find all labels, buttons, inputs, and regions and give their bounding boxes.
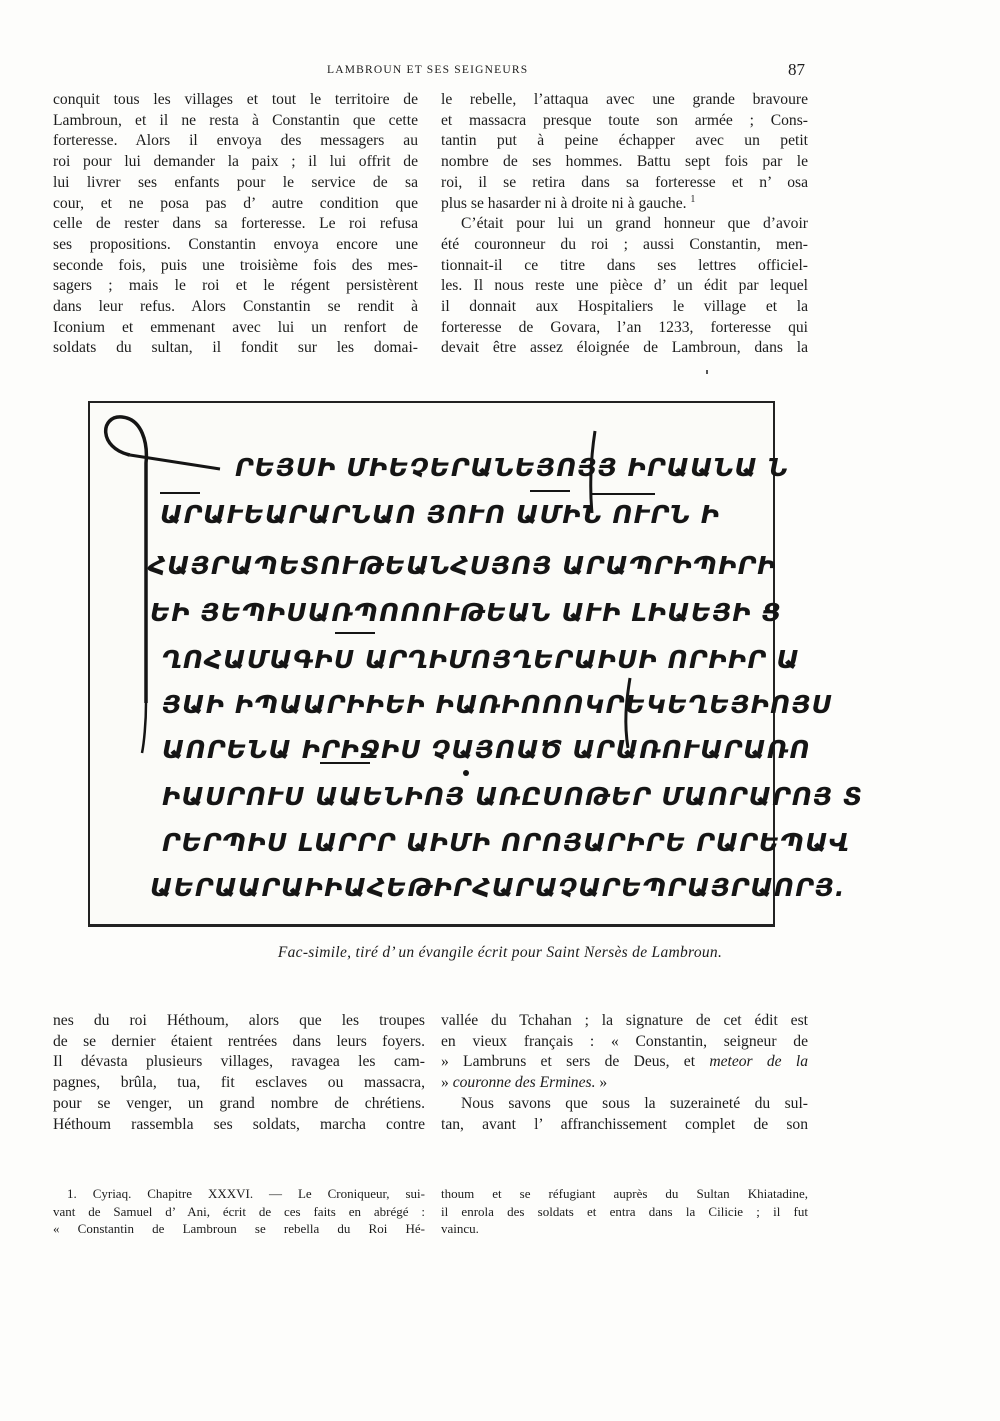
italic-quote: meteor de la <box>709 1053 808 1071</box>
text-line: et massacra presque toute son armée ; Cons- <box>441 111 808 129</box>
text-line: il donnait aux Hospitaliers le village et la <box>441 298 808 316</box>
text-line: tan, avant l’ affranchissement complet de son <box>441 1115 808 1133</box>
text-line: vallée du Tchahan ; la signature de cet édit est <box>441 1012 808 1029</box>
text-line: Il dévasta plusieurs villages, ravagea les cam- <box>53 1053 425 1071</box>
footnote-line: 1. Cyriaq. Chapitre XXXVI. — Le Croniqueur, sui- <box>67 1186 425 1201</box>
bottom-right-column <box>441 1011 808 1135</box>
footnote-reference: 1 <box>690 193 696 205</box>
text-line: Lambroun, et il ne resta à Constantin que cette <box>53 111 418 129</box>
text-line: en vieux français : « Constantin, seigneur de <box>441 1032 808 1050</box>
page-number: 87 <box>788 60 805 79</box>
facsimile-line: ԱԵՐԱԱՐԱԻԻԱՀԵԹԻՐՀԱՐԱՉԱՐԵՊՐԱՅՐԱՈՐՅ. <box>150 873 846 902</box>
text-fragment: » Lambruns et sers de Deus, et <box>441 1053 710 1071</box>
text-line: Iconium et emmenant avec lui un renfort de <box>53 318 418 336</box>
text-line: nombre de ses hommes. Battu sept fois par le <box>441 153 808 171</box>
footnote-line: vant de Samuel d’ Ani, écrit de ces faits en abrégé : <box>53 1203 425 1219</box>
figure-caption: Fac-simile, tiré d’ un évangile écrit pour Saint Nersès de Lambroun. <box>277 944 723 961</box>
text-line: C’était pour lui un grand honneur que d’avoir <box>461 215 808 233</box>
running-head <box>0 60 1000 84</box>
text-line: tantin put à peine échapper avec un petit <box>441 132 808 150</box>
facsimile-line: ԵԻ ՅԵՊԻՍԱՌՊՈՈՈՒԹԵԱՆ ԱՒԻ ԼԻԱԵՅԻ Ց <box>150 598 782 627</box>
facsimile-line: ՅԱԻ ԻՊԱԱՐԻԻԵԻ ԻԱՌԻՈՈՈԿՐԵԿԵՂԵՅԻՈՅՍ <box>162 690 833 719</box>
text-line: devait être assez éloignée de Lambroun, dans la <box>441 339 808 357</box>
text-line <box>441 1073 808 1094</box>
top-right-column <box>441 90 808 359</box>
facsimile-line: ԻԱՍՐՈՒՍ ԱԱԵՆԻՈՅ ԱՌԸՍՈԹԵՐ ՄԱՈՐԱՐՈՅ Տ <box>162 782 864 811</box>
text-line: seconde fois, puis une troisième fois des mes- <box>53 256 418 274</box>
text-line: conquit tous les villages et tout le territoire de <box>53 91 418 108</box>
facsimile-line: ՐԵՐՊԻՍ ԼԱՐՐՐ ԱԻՄԻ ՈՐՈՅԱՐԻՐԵ ՐԱՐԵՊԱՎ <box>162 828 850 857</box>
text-line: dans leur refus. Alors Constantin se rendit à <box>53 298 418 316</box>
text-line: Nous savons que sous la suzeraineté du sul- <box>461 1094 808 1112</box>
text-line: ses propositions. Constantin envoya encore une <box>53 235 418 253</box>
footnote-line: « Constantin de Lambroun se rebella du Roi Hé- <box>53 1221 425 1236</box>
top-left-column <box>53 90 418 359</box>
text-line: celle de rester dans sa forteresse. Le roi refusa <box>53 215 418 233</box>
footnote-left <box>53 1185 425 1238</box>
facsimile-line: ԱՐԱՒԵԱՐԱՐՆԱՈ ՅՈՒՈ ԱՄԻՆ ՈՒՐՆ Ի <box>160 500 721 529</box>
text-line: soldats du sultan, il fondit sur les domai- <box>53 339 418 357</box>
text-line: le rebelle, l’attaqua avec une grande bravoure <box>441 91 808 108</box>
text-line: Héthoum rassembla ses soldats, marcha contre <box>53 1115 425 1133</box>
text-fragment: » <box>441 1074 453 1092</box>
footnote-line: vaincu. <box>441 1221 479 1236</box>
text-line: forteresse de Govara, l’an 1233, forteresse qui <box>441 318 808 336</box>
running-title: LAMBROUN ET SES SEIGNEURS <box>327 64 529 76</box>
scan-speck <box>706 370 708 374</box>
facsimile-line: ՂՈՀԱՄԱԳԻՍ ԱՐՂԻՄՈՅՂԵՐԱԻՍԻ ՈՐԻԻՐ Ա <box>162 645 801 674</box>
facsimile-line: ԱՈՐԵՆԱ ԻՐԻՋԻՍ ՉԱՅՈԱԾ ԱՐԱՌՈՒԱՐԱՌՈ <box>162 735 811 764</box>
footnote-right <box>441 1185 808 1238</box>
text-line: roi, il se retira dans sa forteresse et n’ osa <box>441 173 808 191</box>
text-line: pour se venger, un grand nombre de chrétiens. <box>53 1094 425 1112</box>
bottom-left-column <box>53 1011 425 1135</box>
text-line: forteresse. Alors il envoya des messagers au <box>53 132 418 150</box>
text-fragment: » <box>595 1074 608 1092</box>
facsimile-line: ՐԵՅՍԻ ՄԻԵՉԵՐԱՆԵՅՈՅՅ ԻՐԱԱՆԱ Ն <box>235 453 789 482</box>
italic-quote: couronne des Ermines. <box>452 1074 596 1092</box>
text-line: roi pour lui demander la paix ; il lui offrit de <box>53 153 418 171</box>
footnote-line: il enrola des soldats et entra dans la Cilicie ; il fut <box>441 1203 808 1219</box>
text-line <box>441 1052 808 1073</box>
text-line: de se dernier étaient rentrées dans leurs foyers. <box>53 1032 425 1050</box>
text-line: nes du roi Héthoum, alors que les troupes <box>53 1012 425 1029</box>
facsimile-figure <box>88 401 864 927</box>
text-line: sagers ; mais le roi et le régent persistèrent <box>53 277 418 295</box>
text-line: été couronneur du roi ; aussi Constantin, men- <box>441 235 808 253</box>
text-line: tionnait-il ce titre dans ses lettres officiel- <box>441 256 808 274</box>
text-line: les. Il nous reste une pièce d’ un édit par lequel <box>441 277 808 295</box>
text-fragment: plus se hasarder ni à droite ni à gauche. <box>441 194 687 212</box>
footnote-line: thoum et se réfugiant auprès du Sultan Khiatadine, <box>441 1186 808 1201</box>
text-line: lui livrer ses enfants pour le service de sa <box>53 173 418 191</box>
text-line: pagnes, brûla, tua, fit esclaves ou massacra, <box>53 1074 425 1092</box>
facsimile-line: ՀԱՅՐԱՊԵՏՈՒԹԵԱՆՀՍՅՈՅ ԱՐԱՊՐԻՊԻՐԻ <box>148 551 777 580</box>
text-line: cour, et ne posa pas d’ autre condition que <box>53 194 418 212</box>
text-line <box>441 194 808 215</box>
